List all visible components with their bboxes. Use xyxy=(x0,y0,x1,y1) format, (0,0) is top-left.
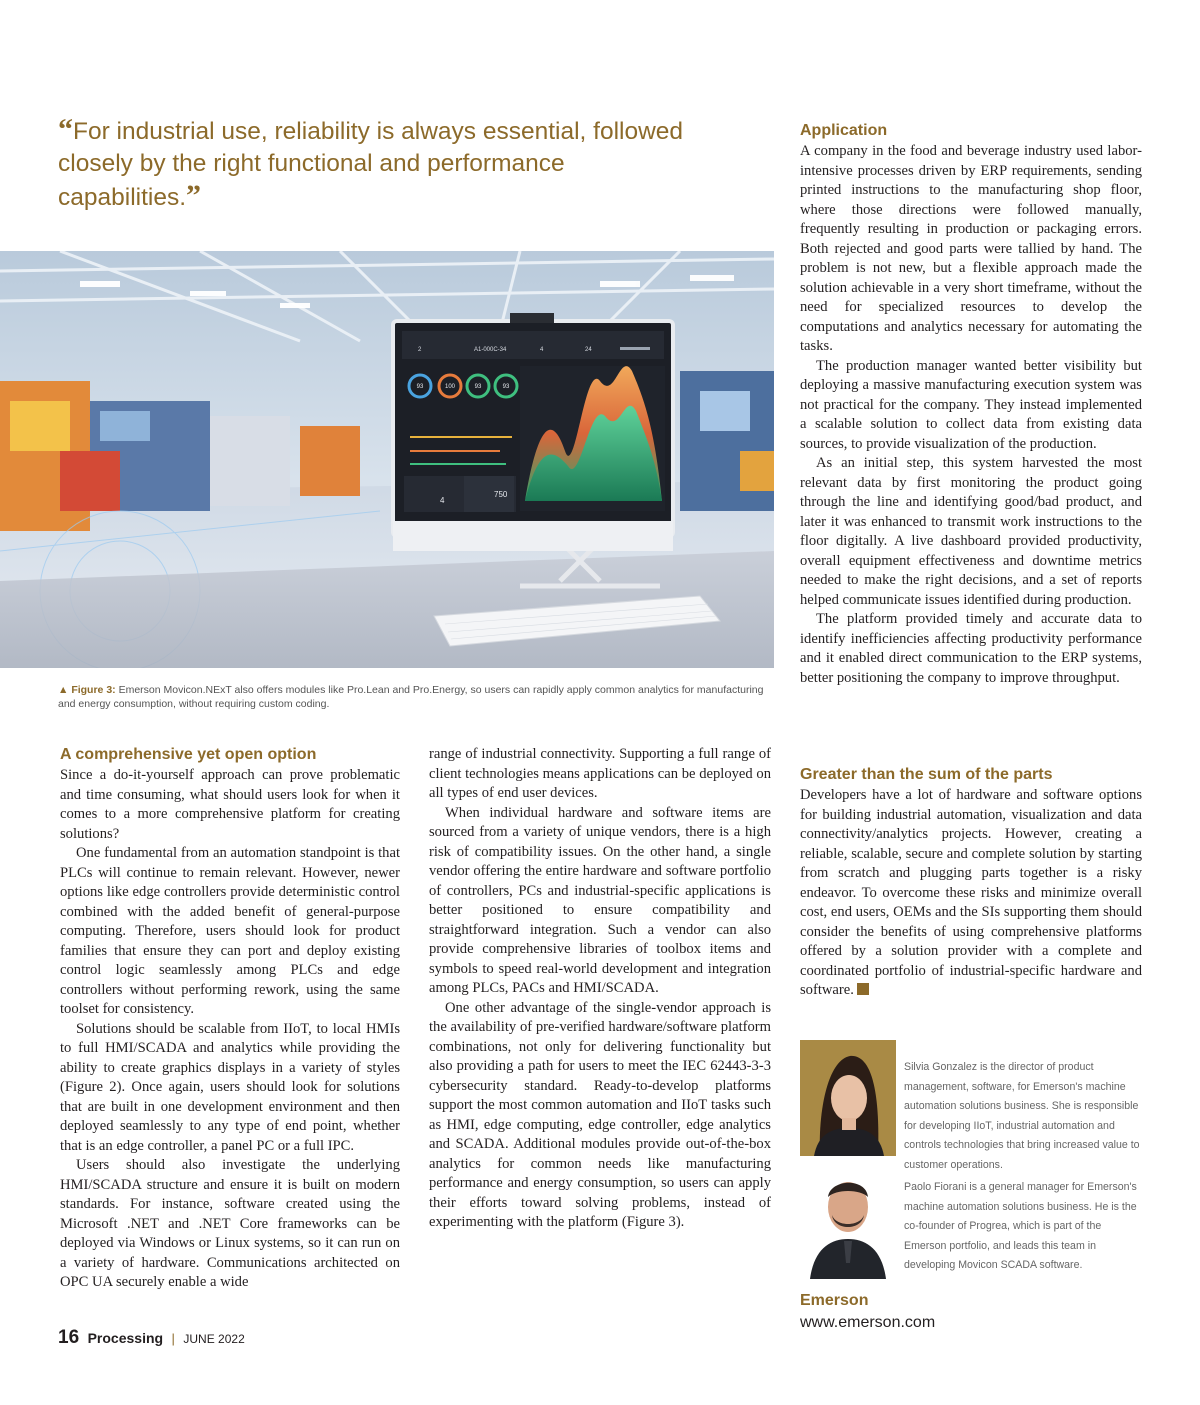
dash-bottom-left-value: 4 xyxy=(440,496,445,505)
figure-caption xyxy=(58,683,774,711)
col2-paragraph-3: One other advantage of the single-vendor approach is the availability of pre-verified hardware/software platform combinations, not only for delivering functionality but also providing a path for users to meet the IEC 62443-3-3 cybersecurity standard. Ready-to-develop platforms support the most common automation and IIoT tasks such as HMI, edge computing, edge controller, edge analytics and SCADA. Additional modules provide out-of-the-box analytics for common needs like manufacturing performance and energy consumption, so users can apply their efforts toward solving problems, instead of experimenting with the platform (Figure 3). xyxy=(429,999,771,1230)
section-heading-application: Application xyxy=(800,122,888,139)
pull-quote-text: For industrial use, reliability is always essential, followed closely by the right functional and performance capabilities. xyxy=(58,118,684,211)
dash-bottom-right-value: 750 xyxy=(494,490,508,499)
col3-paragraph-4: The platform provided timely and accurate data to identify inefficiencies affecting productivity performance and it enabled direct communication to the ERP systems, better positioning the company to improve throughput. xyxy=(800,611,1142,686)
col2-paragraph-1: range of industrial connectivity. Supporting a full range of client technologies means applications can be deployed on all types of end user devices. xyxy=(429,746,771,801)
col3-paragraph-3: As an initial step, this system harvested the most relevant data by first monitoring the product going through the line and identifying good/bad product, and later it was enhanced to transmit work instructions to the floor digitally. A live dashboard provided productivity, overall equipment effectiveness and downtime metrics needed to make the right decisions, and a set of reports helped communicate issues identified during production. xyxy=(800,455,1142,608)
portrait-man-icon xyxy=(800,1163,896,1279)
portrait-woman-icon xyxy=(800,1040,896,1156)
column-3-lower xyxy=(800,765,1142,1001)
section-heading-comprehensive: A comprehensive yet open option xyxy=(60,746,317,763)
end-of-article-icon xyxy=(857,983,869,995)
dash-top-value-4: 24 xyxy=(585,347,592,353)
page-footer xyxy=(58,1327,245,1349)
gauge-1-value: 93 xyxy=(416,384,424,390)
gauge-2-value: 100 xyxy=(444,384,456,390)
company-url-link[interactable]: www.emerson.com xyxy=(800,1314,936,1331)
author-photo-paolo xyxy=(800,1163,896,1279)
col1-paragraph-1: Since a do-it-yourself approach can prove problematic and time consuming, what should users look for when it comes to a more comprehensive platform for creating solutions? xyxy=(60,767,400,842)
col3-paragraph-5 xyxy=(800,786,1142,1001)
magazine-name: Processing xyxy=(87,1330,164,1346)
caption-label: Figure 3: xyxy=(71,684,116,696)
close-quote-mark: ” xyxy=(186,179,202,212)
column-1 xyxy=(60,745,400,1293)
col1-paragraph-4: Users should also investigate the underlying HMI/SCADA structure and ensure it is built on modern standards. For instance, software created using the Microsoft .NET and .NET Core frameworks can be deployed via Windows or Linux systems, so it can run on a variety of hardware. Communications architected on OPC UA securely enable a wide xyxy=(60,1157,400,1290)
bio-silvia: Silvia Gonzalez is the director of product management, software, for Emerson's machine automation solutions business. She is responsible for developing IIoT, industrial automation and controls technologies that bring increased value to customer operations. xyxy=(904,1061,1140,1171)
col1-paragraph-3: Solutions should be scalable from IIoT, to local HMIs to full HMI/SCADA and analytics while providing the ability to create graphics displays in a variety of styles (Figure 2). Once again, users should look for solutions that are built in one development environment and then deployed seamlessly to any type of end point, whether that is an edge controller, a panel PC or a full IPC. xyxy=(60,1020,400,1154)
col1-paragraph-2: One fundamental from an automation standpoint is that PLCs will continue to remain relevant. However, newer options like edge controllers provide deterministic control combined with the added benefit of general-purpose computing. Therefore, users should look for product families that ensure they can port and deploy existing control logic seamlessly among PLCs and edge controllers without performing rework, using the same toolset for consistency. xyxy=(60,845,400,1017)
col3-paragraph-1: A company in the food and beverage industry used labor-intensive processes driven by ERP requirements, sending printed instructions to the manufacturing shop floor, where those directions were followed manually, frequently resulting in production or packaging errors. Both rejected and good parts were tallied by hand. The problem is not new, but a flexible approach made the solution achievable in a very short timeframe, without the need for specialized resources to develop the computations and analytics necessary for automating the tasks. xyxy=(800,143,1142,354)
col3-paragraph-2: The production manager wanted better visibility but deploying a massive manufacturing execution system was not practical for the company. They instead implemented a scalable solution to collect data from existing data sources, to provide visualization of the production. xyxy=(800,357,1142,452)
factory-dashboard-illustration xyxy=(0,251,774,668)
author-photo-silvia xyxy=(800,1040,896,1156)
dash-top-value-2: A1-000C-34 xyxy=(474,347,507,353)
bio-paolo: Paolo Fiorani is a general manager for Emerson's machine automation solutions business. He is the co-founder of Progrea, which is part of the Emerson portfolio, and leads this team in developing Movicon SCADA software. xyxy=(904,1181,1137,1272)
open-quote-mark: “ xyxy=(58,113,73,146)
figure-3-image xyxy=(0,251,774,668)
section-heading-greater: Greater than the sum of the parts xyxy=(800,766,1053,783)
issue-date: JUNE 2022 xyxy=(183,1332,245,1346)
company-name: Emerson xyxy=(800,1292,869,1309)
gauge-4-value: 93 xyxy=(502,384,510,390)
column-3 xyxy=(800,121,1142,688)
col2-paragraph-2: When individual hardware and software items are sourced from a variety of unique vendors, there is a high risk of compatibility issues. On the other hand, a single vendor offering the entire hardware and software portfolio of controllers, PCs and industrial-specific applications is better positioned to ensure compatibility and straightforward integration. Such a vendor can also provide comprehensive libraries of toolbox items and symbols to speed real-world development and integration among PLCs, PACs and HMI/SCADA. xyxy=(429,804,771,996)
footer-separator: | xyxy=(171,1331,175,1346)
pull-quote xyxy=(58,114,698,214)
caption-text: Emerson Movicon.NExT also offers modules like Pro.Lean and Pro.Energy, so users can rapidly apply common analytics for manufacturing and energy consumption, without requiring custom coding. xyxy=(58,684,764,710)
dash-top-value-1: 2 xyxy=(418,347,422,353)
col3-paragraph-5-text: Developers have a lot of hardware and software options for building industrial automation, visualization and data connectivity/analytics projects. However, creating a reliable, scalable, secure and complete solution by starting from scratch and plugging parts together is a risky endeavor. To overcome these risks and minimize overall cost, end users, OEMs and the SIs supporting them should consider the benefits of using comprehensive platforms offered by a solution provider with a complete and coordinated portfolio of industrial-specific hardware and software. xyxy=(800,787,1142,998)
gauge-3-value: 93 xyxy=(474,384,482,390)
company-block xyxy=(800,1290,935,1334)
column-2 xyxy=(429,745,771,1233)
dash-top-value-3: 4 xyxy=(540,347,544,353)
caption-triangle-icon: ▲ xyxy=(58,684,72,696)
page-number: 16 xyxy=(58,1327,80,1348)
